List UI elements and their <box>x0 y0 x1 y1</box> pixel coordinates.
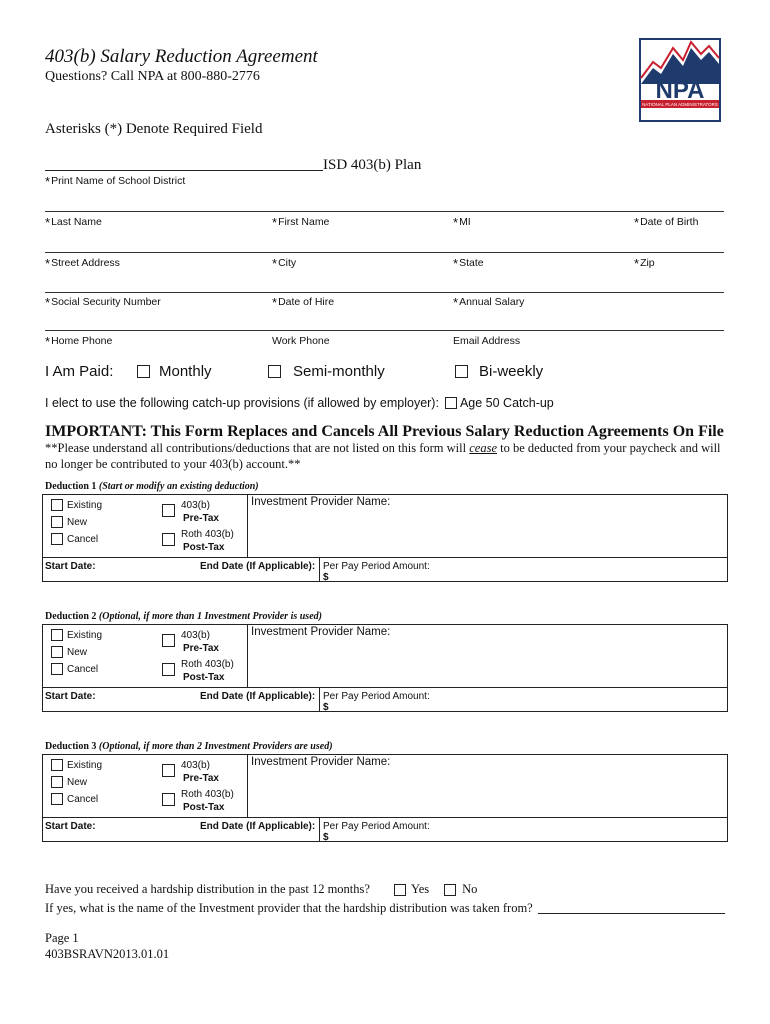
deduction-2-start-date[interactable]: Start Date: <box>45 691 96 702</box>
npa-logo <box>639 38 721 122</box>
deduction-3-box: Existing New Cancel 403(b) Pre-Tax Roth 403(b) Post-Tax Investment Provider Name: Start Date: End Date (If Applicable): Per Pay Period Amount: $ <box>42 754 728 842</box>
row2-line <box>45 252 724 253</box>
deduction-3-title: Deduction 3 (Optional, if more than 2 Investment Providers are used) <box>45 741 333 752</box>
deduction-1-provider-label[interactable]: Investment Provider Name: <box>251 496 391 508</box>
page-number: Page 1 <box>45 931 79 945</box>
hardship-no-checkbox[interactable] <box>444 884 456 896</box>
deduction-3-new[interactable]: New <box>51 776 87 788</box>
row1-line <box>45 211 724 212</box>
deduction-3-cancel[interactable]: Cancel <box>51 793 98 805</box>
deduction-3-existing[interactable]: Existing <box>51 759 102 771</box>
date-of-hire-field[interactable]: *Date of Hire <box>272 295 335 310</box>
annual-salary-field[interactable]: *Annual Salary <box>453 295 525 310</box>
paid-monthly-option[interactable]: Monthly <box>137 363 212 380</box>
form-title: 403(b) Salary Reduction Agreement <box>45 46 318 67</box>
catchup-row: I elect to use the following catch-up provisions (if allowed by employer): Age 50 Catch-up <box>45 396 554 410</box>
deduction-1-box: Existing New Cancel 403(b) Pre-Tax Roth 403(b) Post-Tax Investment Provider Name: Start Date: End Date (If Applicable): Per Pay Period Amount: $ <box>42 494 728 582</box>
deduction-1-existing[interactable]: Existing <box>51 499 102 511</box>
ssn-field[interactable]: *Social Security Number <box>45 295 161 310</box>
monthly-checkbox[interactable] <box>137 365 150 378</box>
date-of-birth-field[interactable]: *Date of Birth <box>634 215 699 230</box>
paid-biweekly-option[interactable]: Bi-weekly <box>455 363 543 380</box>
form-code: 403BSRAVN2013.01.01 <box>45 947 170 961</box>
deduction-2-box: Existing New Cancel 403(b) Pre-Tax Roth 403(b) Post-Tax Investment Provider Name: Start Date: End Date (If Applicable): Per Pay Period Amount: $ <box>42 624 728 712</box>
row4-line <box>45 330 724 331</box>
street-address-field[interactable]: *Street Address <box>45 256 120 271</box>
age50-catchup-checkbox[interactable] <box>445 397 457 409</box>
deduction-1-roth-checkbox[interactable] <box>162 533 175 546</box>
deduction-2-existing[interactable]: Existing <box>51 629 102 641</box>
npa-logo-graphic <box>639 38 721 122</box>
hardship-question-row: Have you received a hardship distribution in the past 12 months? Yes No <box>45 882 478 896</box>
deduction-2-end-date[interactable]: End Date (If Applicable): <box>200 691 316 702</box>
hardship-provider-input[interactable] <box>538 913 725 914</box>
deduction-1-cancel[interactable]: Cancel <box>51 533 98 545</box>
deduction-3-end-date[interactable]: End Date (If Applicable): <box>200 821 316 832</box>
deduction-2-provider-label[interactable]: Investment Provider Name: <box>251 626 391 638</box>
deduction-1-amount-label[interactable]: Per Pay Period Amount: <box>323 561 430 572</box>
deduction-2-roth-checkbox[interactable] <box>162 663 175 676</box>
deduction-2-cancel[interactable]: Cancel <box>51 663 98 675</box>
deduction-1-title: Deduction 1 (Start or modify an existing deduction) <box>45 481 259 492</box>
deduction-3-provider-label[interactable]: Investment Provider Name: <box>251 756 391 768</box>
row3-line <box>45 292 724 293</box>
questions-phone: Questions? Call NPA at 800-880-2776 <box>45 69 260 84</box>
home-phone-field[interactable]: *Home Phone <box>45 334 113 349</box>
school-district-label: *Print Name of School District <box>45 174 186 189</box>
deduction-3-start-date[interactable]: Start Date: <box>45 821 96 832</box>
first-name-field[interactable]: *First Name <box>272 215 330 230</box>
deduction-2-amount-label[interactable]: Per Pay Period Amount: <box>323 691 430 702</box>
important-heading: IMPORTANT: This Form Replaces and Cancels All Previous Salary Reduction Agreements On File <box>45 423 724 440</box>
deduction-1-start-date[interactable]: Start Date: <box>45 561 96 572</box>
deduction-3-roth-checkbox[interactable] <box>162 793 175 806</box>
deduction-1-new[interactable]: New <box>51 516 87 528</box>
last-name-field[interactable]: *Last Name <box>45 215 102 230</box>
school-district-input[interactable] <box>45 170 323 171</box>
work-phone-field[interactable]: Work Phone <box>272 335 330 347</box>
logo-subtext: NATIONAL PLAN ADMINISTRATORS <box>642 102 718 107</box>
deduction-2-title: Deduction 2 (Optional, if more than 1 Investment Provider is used) <box>45 611 322 622</box>
biweekly-checkbox[interactable] <box>455 365 468 378</box>
paid-label: I Am Paid: <box>45 363 114 380</box>
mi-field[interactable]: *MI <box>453 215 471 230</box>
email-field[interactable]: Email Address <box>453 335 521 347</box>
paid-semimonthly-option[interactable]: Semi-monthly <box>268 363 385 380</box>
semimonthly-checkbox[interactable] <box>268 365 281 378</box>
deduction-3-amount-label[interactable]: Per Pay Period Amount: <box>323 821 430 832</box>
state-field[interactable]: *State <box>453 256 484 271</box>
deduction-1-end-date[interactable]: End Date (If Applicable): <box>200 561 316 572</box>
isd-plan-label: ISD 403(b) Plan <box>323 157 422 173</box>
deduction-1-pretax-checkbox[interactable] <box>162 504 175 517</box>
hardship-provider-question: If yes, what is the name of the Investment provider that the hardship distribution was taken from? <box>45 901 533 915</box>
city-field[interactable]: *City <box>272 256 297 271</box>
deduction-2-pretax-checkbox[interactable] <box>162 634 175 647</box>
deduction-3-pretax-checkbox[interactable] <box>162 764 175 777</box>
logo-text: NPA <box>655 77 705 104</box>
deduction-warning: **Please understand all contributions/deductions that are not listed on this form will cease to be deducted from your paycheck and will no longer be contributed to your 403(b) account.** <box>45 441 721 471</box>
deduction-2-new[interactable]: New <box>51 646 87 658</box>
required-field-note: Asterisks (*) Denote Required Field <box>45 121 263 137</box>
zip-field[interactable]: *Zip <box>634 256 655 271</box>
hardship-yes-checkbox[interactable] <box>394 884 406 896</box>
